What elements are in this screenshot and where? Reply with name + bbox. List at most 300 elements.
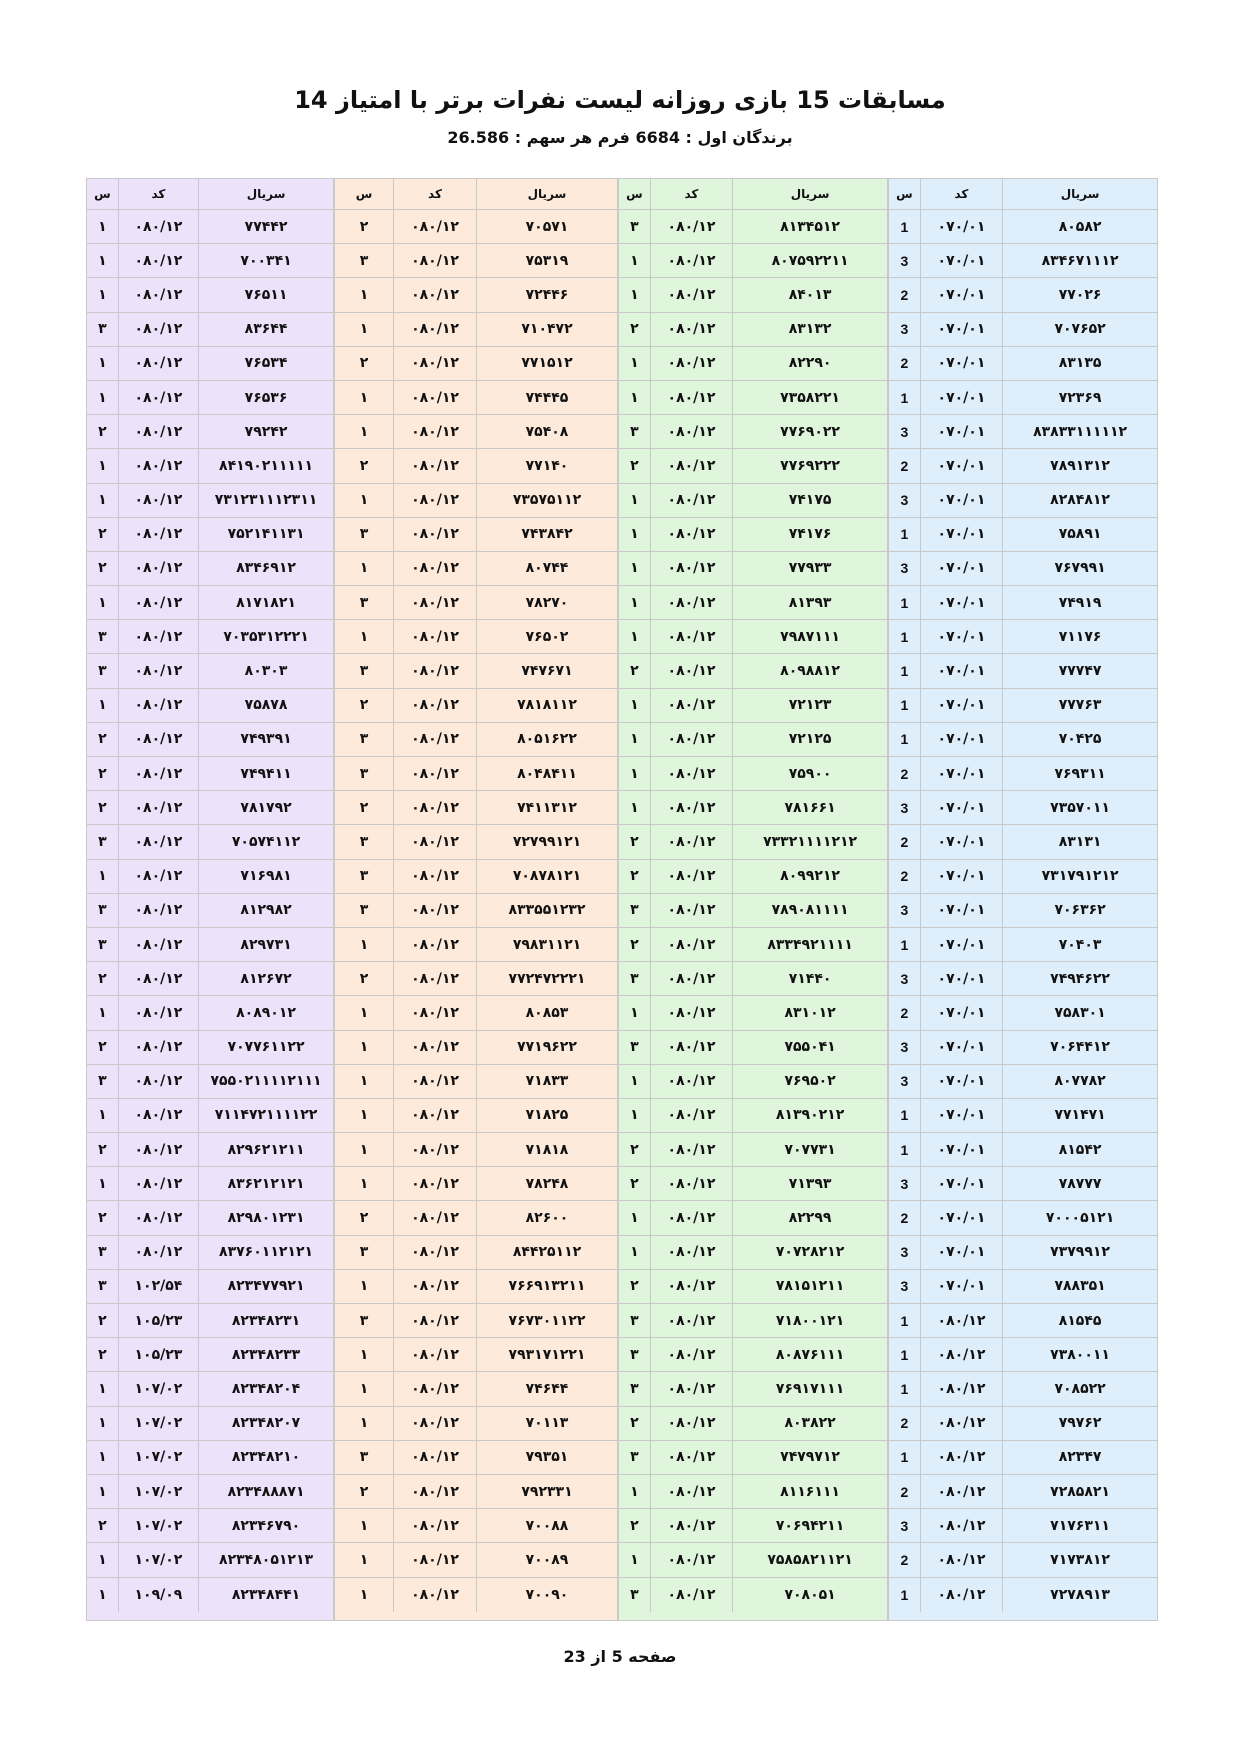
table-row (619, 1201, 887, 1235)
cell-s: ۲ (98, 799, 107, 816)
table-row (335, 1167, 617, 1201)
table-row (335, 791, 617, 825)
table-row (335, 313, 617, 347)
cell-s: ۱ (359, 1586, 369, 1603)
cell-serial: ۸۰۳۸۲۲ (732, 1407, 887, 1440)
cell-code: ۰۸۰/۱۲ (393, 1099, 476, 1132)
table-row (87, 1099, 333, 1133)
cell-s: 3 (900, 1517, 909, 1534)
cell-serial: ۷۷۰۲۶ (1002, 278, 1157, 311)
cell-code: ۰۸۰/۱۲ (118, 791, 198, 824)
cell-serial: ۷۰۶۳۶۲ (1002, 894, 1157, 927)
table-row (335, 1543, 617, 1577)
cell-serial: ۷۴۹۴۶۲۲ (1002, 962, 1157, 995)
cell-serial: ۸۳۱۰۱۲ (732, 996, 887, 1029)
cell-s: ۱ (630, 492, 639, 509)
header-serial: سریال (476, 179, 617, 209)
table-row (889, 210, 1157, 244)
cell-serial: ۷۹۷۶۲ (1002, 1407, 1157, 1440)
cell-code: ۰۸۰/۱۲ (393, 381, 476, 414)
results-table (86, 178, 1158, 1621)
cell-code: ۰۸۰/۱۲ (393, 1441, 476, 1474)
cell-s: ۳ (359, 594, 369, 611)
table-row (889, 1270, 1157, 1304)
cell-s: ۲ (359, 457, 369, 474)
table-row (619, 381, 887, 415)
cell-code: ۰۷۰/۰۱ (920, 757, 1002, 790)
cell-serial: ۷۰۶۹۴۲۱۱ (732, 1509, 887, 1542)
cell-serial: ۷۰۱۱۳ (476, 1407, 617, 1440)
cell-code: ۰۸۰/۱۲ (118, 381, 198, 414)
table-row (619, 1167, 887, 1201)
cell-serial: ۷۳۱۲۳۱۱۱۲۳۱۱ (198, 484, 333, 517)
cell-code: ۰۸۰/۱۲ (118, 723, 198, 756)
table-row (619, 1407, 887, 1441)
table-row (619, 210, 887, 244)
cell-s: ۱ (359, 628, 369, 645)
cell-serial: ۸۱۳۴۵۱۲ (732, 210, 887, 243)
table-row (87, 518, 333, 552)
cell-code: ۰۷۰/۰۱ (920, 1236, 1002, 1269)
cell-s: 1 (900, 697, 909, 714)
header-s: س (94, 187, 111, 201)
table-row (889, 449, 1157, 483)
cell-s: ۲ (98, 423, 107, 440)
table-row (335, 1065, 617, 1099)
cell-s: 2 (900, 1551, 909, 1568)
table-row (619, 1372, 887, 1406)
table-row (335, 244, 617, 278)
cell-s: 1 (900, 389, 909, 406)
cell-code: ۰۸۰/۱۲ (650, 894, 732, 927)
cell-code: ۰۸۰/۱۲ (118, 860, 198, 893)
cell-code: ۰۸۰/۱۲ (393, 723, 476, 756)
cell-s: ۳ (359, 1449, 369, 1466)
cell-code: ۰۸۰/۱۲ (393, 1543, 476, 1576)
header-serial: سریال (732, 179, 887, 209)
cell-code: ۱۰۲/۵۴ (118, 1270, 198, 1303)
cell-s: ۲ (630, 936, 639, 953)
cell-code: ۰۸۰/۱۲ (393, 1201, 476, 1234)
table-row (335, 1236, 617, 1270)
cell-s: ۳ (359, 1312, 369, 1329)
table-row (335, 1475, 617, 1509)
cell-s: ۲ (359, 799, 369, 816)
table-row (619, 689, 887, 723)
cell-s: ۲ (630, 833, 639, 850)
cell-code: ۰۸۰/۱۲ (393, 1475, 476, 1508)
cell-serial: ۸۲۸۴۸۱۲ (1002, 484, 1157, 517)
cell-code: ۰۸۰/۱۲ (650, 381, 732, 414)
cell-s: 2 (900, 868, 909, 885)
cell-s: ۱ (98, 1586, 107, 1603)
cell-s: ۱ (98, 252, 107, 269)
header-row (87, 179, 333, 210)
cell-serial: ۷۶۷۹۹۱ (1002, 552, 1157, 585)
cell-serial: ۷۳۵۷۰۱۱ (1002, 791, 1157, 824)
table-row (87, 415, 333, 449)
cell-code: ۰۷۰/۰۱ (920, 654, 1002, 687)
cell-s: ۳ (630, 902, 639, 919)
cell-code: ۰۸۰/۱۲ (650, 1167, 732, 1200)
table-row (87, 1407, 333, 1441)
cell-code: ۰۷۰/۰۱ (920, 210, 1002, 243)
cell-serial: ۷۵۸۳۰۱ (1002, 996, 1157, 1029)
cell-serial: ۸۱۳۹۳ (732, 586, 887, 619)
cell-serial: ۷۱۷۳۸۱۲ (1002, 1543, 1157, 1576)
cell-code: ۰۸۰/۱۲ (650, 244, 732, 277)
table-row (619, 620, 887, 654)
table-row (619, 928, 887, 962)
table-row (619, 1304, 887, 1338)
cell-code: ۰۸۰/۱۲ (920, 1543, 1002, 1576)
cell-serial: ۸۲۲۹۹ (732, 1201, 887, 1234)
cell-code: ۰۸۰/۱۲ (393, 894, 476, 927)
table-row (87, 1509, 333, 1543)
cell-s: ۱ (98, 389, 107, 406)
cell-s: ۳ (630, 218, 639, 235)
cell-code: ۰۸۰/۱۲ (650, 1372, 732, 1405)
cell-s: 2 (900, 1210, 909, 1227)
cell-s: ۳ (98, 936, 107, 953)
cell-serial: ۸۳۴۶۹۱۲ (198, 552, 333, 585)
cell-code: ۰۸۰/۱۲ (118, 689, 198, 722)
column-group-2 (618, 178, 888, 1621)
cell-code: ۰۷۰/۰۱ (920, 825, 1002, 858)
table-row (335, 381, 617, 415)
table-row (889, 928, 1157, 962)
table-row (87, 586, 333, 620)
cell-s: ۲ (98, 1141, 107, 1158)
cell-s: ۱ (98, 218, 107, 235)
cell-s: ۳ (630, 423, 639, 440)
cell-s: ۱ (98, 594, 107, 611)
cell-serial: ۸۰۹۸۸۱۲ (732, 654, 887, 687)
table-row (335, 1133, 617, 1167)
cell-s: ۱ (630, 286, 639, 303)
cell-code: ۰۸۰/۱۲ (393, 1167, 476, 1200)
cell-code: ۰۸۰/۱۲ (118, 518, 198, 551)
table-row (335, 1509, 617, 1543)
cell-code: ۰۸۰/۱۲ (393, 1031, 476, 1064)
cell-code: ۰۸۰/۱۲ (393, 791, 476, 824)
cell-code: ۰۸۰/۱۲ (393, 449, 476, 482)
table-row (889, 278, 1157, 312)
table-row (87, 723, 333, 757)
cell-serial: ۷۷۱۴۷۱ (1002, 1099, 1157, 1132)
table-row (335, 723, 617, 757)
cell-code: ۰۸۰/۱۲ (650, 1407, 732, 1440)
cell-serial: ۷۷۷۶۳ (1002, 689, 1157, 722)
cell-code: ۰۸۰/۱۲ (650, 1578, 732, 1612)
table-row (619, 347, 887, 381)
cell-code: ۰۸۰/۱۲ (650, 586, 732, 619)
table-row (619, 1475, 887, 1509)
cell-code: ۰۷۰/۰۱ (920, 996, 1002, 1029)
table-row (87, 1372, 333, 1406)
cell-s: ۲ (98, 970, 107, 987)
header-s: س (626, 187, 643, 201)
cell-serial: ۷۰۰۳۴۱ (198, 244, 333, 277)
table-row (335, 860, 617, 894)
cell-code: ۰۷۰/۰۱ (920, 1065, 1002, 1098)
cell-serial: ۸۱۲۹۸۲ (198, 894, 333, 927)
cell-s: ۱ (98, 868, 107, 885)
table-row (889, 244, 1157, 278)
table-row (335, 1338, 617, 1372)
cell-serial: ۸۳۱۳۵ (1002, 347, 1157, 380)
cell-serial: ۷۷۶۹۲۲۲ (732, 449, 887, 482)
cell-code: ۰۸۰/۱۲ (118, 586, 198, 619)
table-row (619, 1578, 887, 1612)
cell-serial: ۸۰۸۷۶۱۱۱ (732, 1338, 887, 1371)
cell-code: ۰۸۰/۱۲ (118, 1065, 198, 1098)
cell-s: ۲ (98, 1039, 107, 1056)
cell-serial: ۷۴۹۴۱۱ (198, 757, 333, 790)
cell-code: ۰۸۰/۱۲ (650, 620, 732, 653)
cell-code: ۰۸۰/۱۲ (920, 1372, 1002, 1405)
cell-serial: ۷۹۲۳۳۱ (476, 1475, 617, 1508)
table-row (889, 1031, 1157, 1065)
table-row (335, 586, 617, 620)
cell-s: ۱ (630, 1210, 639, 1227)
cell-s: ۳ (98, 902, 107, 919)
table-row (335, 449, 617, 483)
cell-code: ۰۸۰/۱۲ (393, 518, 476, 551)
cell-code: ۰۷۰/۰۱ (920, 723, 1002, 756)
cell-serial: ۷۶۵۱۱ (198, 278, 333, 311)
cell-code: ۰۸۰/۱۲ (650, 996, 732, 1029)
cell-serial: ۷۰۴۰۳ (1002, 928, 1157, 961)
cell-s: ۱ (98, 1551, 107, 1568)
cell-s: ۲ (630, 1141, 639, 1158)
cell-code: ۰۸۰/۱۲ (393, 210, 476, 243)
cell-code: ۰۸۰/۱۲ (650, 1065, 732, 1098)
cell-s: ۱ (359, 560, 369, 577)
cell-serial: ۷۰۳۵۳۱۲۲۲۱ (198, 620, 333, 653)
cell-serial: ۷۲۷۸۹۱۳ (1002, 1578, 1157, 1612)
table-row (335, 1099, 617, 1133)
cell-code: ۰۸۰/۱۲ (650, 1543, 732, 1576)
cell-serial: ۸۳۶۲۱۲۱۲۱ (198, 1167, 333, 1200)
table-row (889, 894, 1157, 928)
cell-s: ۳ (630, 1039, 639, 1056)
cell-s: ۱ (359, 286, 369, 303)
table-row (335, 1031, 617, 1065)
cell-serial: ۷۸۱۷۹۲ (198, 791, 333, 824)
cell-s: ۳ (630, 970, 639, 987)
cell-code: ۰۸۰/۱۲ (393, 860, 476, 893)
cell-serial: ۷۲۱۲۳ (732, 689, 887, 722)
cell-serial: ۷۷۹۳۳ (732, 552, 887, 585)
table-row (889, 1236, 1157, 1270)
cell-code: ۰۷۰/۰۱ (920, 620, 1002, 653)
table-row (619, 654, 887, 688)
cell-s: 1 (900, 628, 909, 645)
table-row (87, 1441, 333, 1475)
cell-serial: ۸۲۹۶۲۱۲۱۱ (198, 1133, 333, 1166)
cell-s: ۳ (98, 1278, 107, 1295)
table-row (619, 552, 887, 586)
table-row (889, 996, 1157, 1030)
table-row (335, 210, 617, 244)
cell-serial: ۷۸۲۴۸ (476, 1167, 617, 1200)
table-row (335, 347, 617, 381)
cell-code: ۰۷۰/۰۱ (920, 1133, 1002, 1166)
cell-serial: ۸۰۸۹۰۱۲ (198, 996, 333, 1029)
cell-s: ۳ (359, 765, 369, 782)
table-row (335, 654, 617, 688)
cell-code: ۰۸۰/۱۲ (393, 689, 476, 722)
table-row (889, 586, 1157, 620)
cell-serial: ۷۷۱۴۰ (476, 449, 617, 482)
cell-s: ۱ (98, 697, 107, 714)
cell-code: ۰۸۰/۱۲ (118, 825, 198, 858)
cell-serial: ۷۷۲۴۷۲۲۲۱ (476, 962, 617, 995)
cell-serial: ۸۲۳۴۸۰۵۱۲۱۳ (198, 1543, 333, 1576)
column-group-1 (888, 178, 1158, 1621)
cell-code: ۰۸۰/۱۲ (920, 1407, 1002, 1440)
cell-code: ۰۷۰/۰۱ (920, 962, 1002, 995)
cell-serial: ۸۲۹۸۰۱۲۳۱ (198, 1201, 333, 1234)
cell-serial: ۸۳۱۳۲ (732, 313, 887, 346)
column-group-3 (334, 178, 618, 1621)
cell-code: ۰۸۰/۱۲ (650, 1270, 732, 1303)
cell-code: ۰۷۰/۰۱ (920, 347, 1002, 380)
table-row (889, 518, 1157, 552)
cell-code: ۰۷۰/۰۱ (920, 928, 1002, 961)
table-row (87, 313, 333, 347)
cell-code: ۰۷۰/۰۱ (920, 1167, 1002, 1200)
cell-serial: ۸۳۸۳۳۱۱۱۱۱۲ (1002, 415, 1157, 448)
cell-serial: ۸۳۳۴۹۲۱۱۱۱ (732, 928, 887, 961)
table-row (889, 381, 1157, 415)
table-row (619, 449, 887, 483)
cell-s: ۲ (98, 526, 107, 543)
cell-serial: ۷۸۱۵۱۲۱۱ (732, 1270, 887, 1303)
cell-code: ۰۷۰/۰۱ (920, 860, 1002, 893)
cell-code: ۰۸۰/۱۲ (650, 689, 732, 722)
cell-code: ۱۰۵/۲۳ (118, 1338, 198, 1371)
cell-serial: ۷۷۱۹۶۲۲ (476, 1031, 617, 1064)
cell-code: ۰۸۰/۱۲ (118, 210, 198, 243)
cell-serial: ۷۱۱۴۷۲۱۱۱۱۲۲ (198, 1099, 333, 1132)
cell-code: ۰۸۰/۱۲ (393, 962, 476, 995)
table-row (87, 894, 333, 928)
table-row (889, 1578, 1157, 1612)
table-row (619, 996, 887, 1030)
cell-serial: ۸۲۳۴۸۲۳۱ (198, 1304, 333, 1337)
table-row (619, 723, 887, 757)
table-row (87, 210, 333, 244)
cell-s: ۱ (630, 389, 639, 406)
cell-serial: ۷۵۸۵۸۲۱۱۲۱ (732, 1543, 887, 1576)
cell-s: ۳ (359, 902, 369, 919)
cell-s: ۳ (98, 321, 107, 338)
table-row (87, 1543, 333, 1577)
cell-code: ۰۸۰/۱۲ (650, 1133, 732, 1166)
cell-serial: ۸۰۹۹۲۱۲ (732, 860, 887, 893)
table-row (889, 552, 1157, 586)
table-row (335, 278, 617, 312)
cell-s: ۳ (98, 663, 107, 680)
cell-code: ۰۸۰/۱۲ (393, 552, 476, 585)
table-row (87, 484, 333, 518)
cell-s: ۱ (98, 1004, 107, 1021)
cell-code: ۰۷۰/۰۱ (920, 1270, 1002, 1303)
cell-serial: ۷۰۸۵۲۲ (1002, 1372, 1157, 1405)
cell-serial: ۸۰۳۰۳ (198, 654, 333, 687)
cell-serial: ۸۰۷۵۹۲۲۱۱ (732, 244, 887, 277)
table-row (619, 1236, 887, 1270)
cell-code: ۰۷۰/۰۱ (920, 894, 1002, 927)
cell-s: 2 (900, 1483, 909, 1500)
cell-serial: ۸۰۸۵۳ (476, 996, 617, 1029)
cell-serial: ۸۴۱۹۰۲۱۱۱۱۱ (198, 449, 333, 482)
cell-s: ۱ (98, 355, 107, 372)
cell-code: ۰۸۰/۱۲ (650, 210, 732, 243)
cell-code: ۰۸۰/۱۲ (393, 654, 476, 687)
cell-s: ۱ (98, 1415, 107, 1432)
cell-s: ۱ (630, 1004, 639, 1021)
table-row (87, 1031, 333, 1065)
cell-s: 3 (900, 560, 909, 577)
cell-serial: ۸۳۴۶۷۱۱۱۲ (1002, 244, 1157, 277)
cell-s: ۱ (359, 1141, 369, 1158)
cell-serial: ۷۱۱۷۶ (1002, 620, 1157, 653)
cell-code: ۰۸۰/۱۲ (920, 1304, 1002, 1337)
cell-s: ۳ (630, 1346, 639, 1363)
table-row (619, 518, 887, 552)
cell-serial: ۷۳۸۰۰۱۱ (1002, 1338, 1157, 1371)
cell-code: ۱۰۷/۰۲ (118, 1543, 198, 1576)
table-row (889, 484, 1157, 518)
table-row (335, 1441, 617, 1475)
cell-s: ۱ (359, 1039, 369, 1056)
table-row (87, 552, 333, 586)
cell-s: ۱ (630, 1483, 639, 1500)
cell-serial: ۷۷۴۴۲ (198, 210, 333, 243)
cell-s: ۱ (630, 560, 639, 577)
table-row (87, 996, 333, 1030)
cell-code: ۰۸۰/۱۲ (920, 1475, 1002, 1508)
cell-s: ۳ (98, 628, 107, 645)
cell-serial: ۸۲۳۴۸۲۰۴ (198, 1372, 333, 1405)
cell-s: ۲ (359, 1483, 369, 1500)
table-row (889, 1065, 1157, 1099)
cell-code: ۰۸۰/۱۲ (393, 278, 476, 311)
cell-code: ۰۸۰/۱۲ (118, 1201, 198, 1234)
cell-serial: ۷۰۷۶۵۲ (1002, 313, 1157, 346)
cell-code: ۰۸۰/۱۲ (118, 1167, 198, 1200)
cell-serial: ۷۰۵۷۴۱۱۲ (198, 825, 333, 858)
cell-code: ۰۷۰/۰۱ (920, 1201, 1002, 1234)
cell-serial: ۷۶۷۳۰۱۱۲۲ (476, 1304, 617, 1337)
table-row (335, 825, 617, 859)
cell-s: ۳ (630, 1449, 639, 1466)
cell-s: ۱ (359, 1346, 369, 1363)
cell-s: ۳ (359, 731, 369, 748)
cell-serial: ۷۰۵۷۱ (476, 210, 617, 243)
cell-serial: ۸۰۴۸۴۱۱ (476, 757, 617, 790)
cell-code: ۰۸۰/۱۲ (393, 586, 476, 619)
cell-s: ۳ (359, 833, 369, 850)
cell-serial: ۷۱۸۱۸ (476, 1133, 617, 1166)
cell-serial: ۷۳۵۸۲۲۱ (732, 381, 887, 414)
cell-serial: ۸۲۶۰۰ (476, 1201, 617, 1234)
cell-s: ۱ (359, 1517, 369, 1534)
cell-code: ۰۸۰/۱۲ (650, 415, 732, 448)
